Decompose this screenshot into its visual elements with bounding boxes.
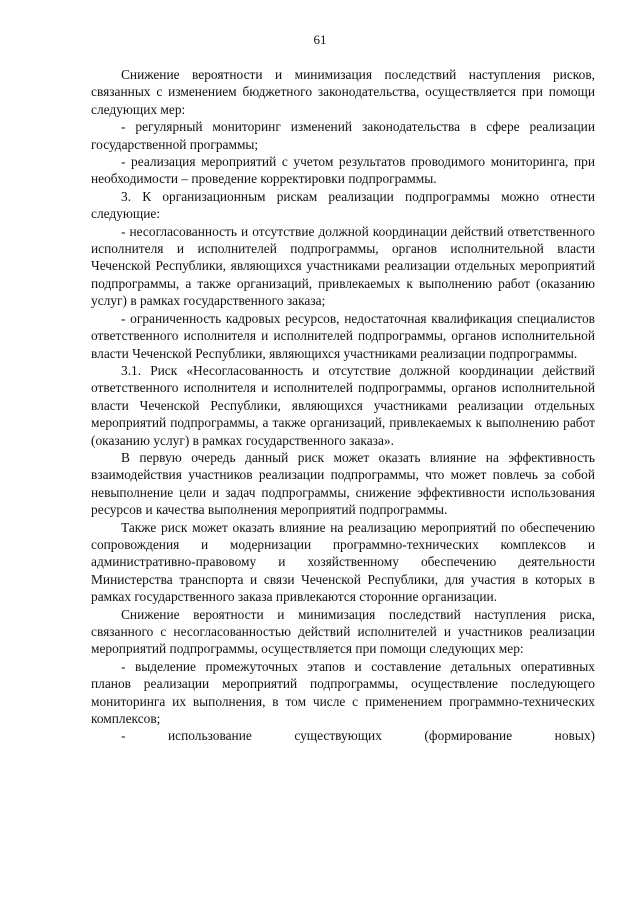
section-heading: 3. К организационным рискам реализации подпрограммы можно отнести следующие: bbox=[91, 188, 595, 222]
list-item: - реализация мероприятий с учетом результатов проводимого мониторинга, при необходимости – проведение корректировки подпрограммы. bbox=[91, 154, 595, 187]
list-item: - выделение промежуточных этапов и составление детальных оперативных планов реализации мероприятий подпрограммы, осуществление последующего мониторинга их выполнения, в том числе с применением программно-технических комплексов; bbox=[91, 658, 595, 727]
page-number: 61 bbox=[313, 32, 327, 47]
paragraph: Снижение вероятности и минимизация последствий наступления рисков, связанных с изменением бюджетного законодательства, осуществляется при помощи следующих мер: bbox=[91, 67, 595, 117]
paragraph: 3.1. Риск «Несогласованность и отсутствие должной координации действий ответственного исполнителя и исполнителей подпрограммы, органов исполнительной власти Чеченской Республики, являющихся участниками реализации отдельных мероприятий подпрограммы, а также организаций, привлекаемых к выполнению работ (оказанию услуг) в рамках государственного заказа». bbox=[91, 362, 595, 448]
paragraph: Также риск может оказать влияние на реализацию мероприятий по обеспечению сопровождения и модернизации программно-технических комплексов и административно-правовому и хозяйственному обеспечению деятельности Министерства транспорта и связи Чеченской Республики, для участия в которых в рамках государственного заказа привлекаются сторонние организации. bbox=[91, 519, 595, 605]
document-body bbox=[91, 66, 595, 745]
paragraph: В первую очередь данный риск может оказать влияние на эффективность взаимодействия участников реализации подпрограммы, что может повлечь за собой невыполнение цели и задач подпрограммы, снижение эффективности использования ресурсов и качества выполнения мероприятий подпрограммы. bbox=[91, 449, 595, 518]
paragraph: Снижение вероятности и минимизация последствий наступления риска, связанного с несогласованностью действий исполнителей и участников реализации мероприятий подпрограммы, осуществляется при помощи следующих мер: bbox=[91, 606, 595, 657]
list-item: - регулярный мониторинг изменений законодательства в сфере реализации государственной программы; bbox=[91, 119, 595, 152]
list-item: - несогласованность и отсутствие должной координации действий ответственного исполнителя и исполнителей подпрограммы, органов исполнительной власти Чеченской Республики, являющихся участниками реализации отдельных мероприятий подпрограммы, а также организаций, привлекаемых к выполнению работ (оказанию услуг) в рамках государственного заказа; bbox=[91, 223, 595, 309]
list-item: - ограниченность кадровых ресурсов, недостаточная квалификация специалистов ответственного исполнителя и исполнителей подпрограммы, органов исполнительной власти Чеченской Республики, являющихся участниками реализации подпрограммы. bbox=[91, 310, 595, 361]
list-item: - использование существующих (формирование новых) bbox=[121, 728, 595, 744]
